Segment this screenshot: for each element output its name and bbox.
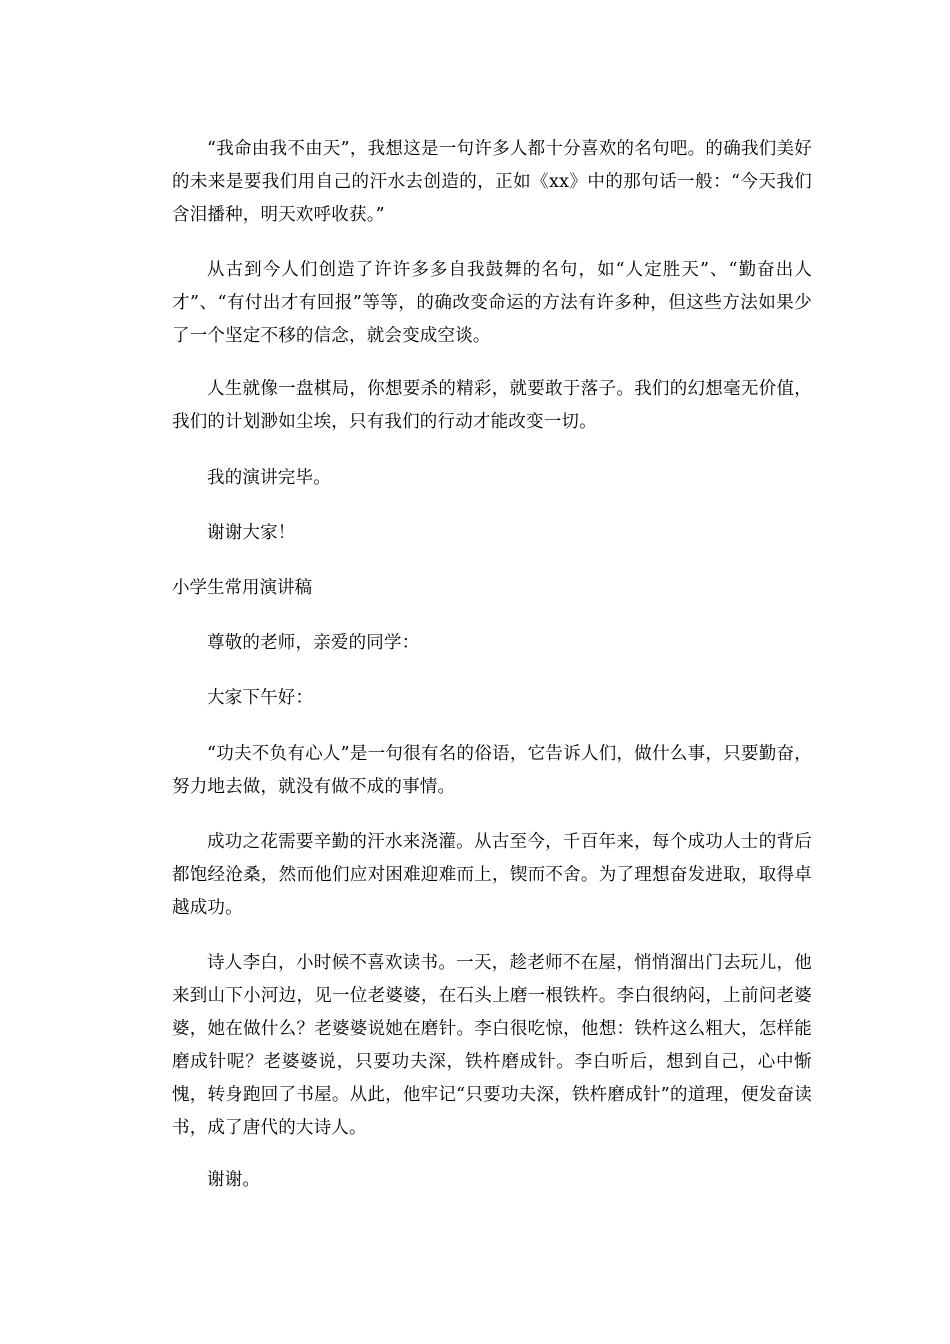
paragraph-chess-metaphor: 人生就像一盘棋局，你想要杀的精彩，就要敢于落子。我们的幻想毫无价值，我们的计划渺如尘埃，只有我们的行动才能改变一切。 — [172, 379, 812, 432]
paragraph-salutation: 尊敬的老师，亲爱的同学： — [207, 633, 420, 653]
paragraph-proverb: “功夫不负有心人”是一句很有名的俗语，它告诉人们，做什么事，只要勤奋，努力地去做，就没有做不成的事情。 — [172, 744, 812, 797]
paragraph-motto: “我命由我不由天”，我想这是一句许多人都十分喜欢的名句吧。的确我们美好的未来是要我们用自己的汗水去创造的，正如《xx》中的那句话一般：“今天我们含泪播种，明天欢呼收获。” — [172, 139, 812, 225]
paragraph-li-bai-story: 诗人李白，小时候不喜欢读书。一天，趁老师不在屋，悄悄溜出门去玩儿，他来到山下小河边，见一位老婆婆，在石头上磨一根铁杵。李白很纳闷，上前问老婆婆，她在做什么？老婆婆说她在磨针。李白很吃惊，他想：铁杵这么粗大，怎样能磨成针呢？老婆婆说，只要功夫深，铁杵磨成针。李白听后，想到自己，心中惭愧，转身跑回了书屋。从此，他牢记“只要功夫深，铁杵磨成针”的道理，便发奋读书，成了唐代的大诗人。 — [172, 953, 812, 1138]
paragraph-thanks-all: 谢谢大家！ — [207, 523, 296, 543]
paragraph-famous-sayings: 从古到今人们创造了许许多多自我鼓舞的名句，如“人定胜天”、“勤奋出人才”、“有付出才有回报”等等，的确改变命运的方法有许多种，但这些方法如果少了一个坚定不移的信念，就会变成空谈。 — [172, 260, 812, 346]
paragraph-greeting: 大家下午好： — [207, 688, 314, 708]
section-title: 小学生常用演讲稿 — [172, 578, 312, 598]
paragraph-closing-thanks: 谢谢。 — [207, 1170, 261, 1190]
paragraph-speech-end: 我的演讲完毕。 — [207, 468, 331, 488]
paragraph-success-flower: 成功之花需要辛勤的汗水来浇灌。从古至今，千百年来，每个成功人士的背后都饱经沧桑，然而他们应对困难迎难而上，锲而不舍。为了理想奋发进取，取得卓越成功。 — [172, 832, 812, 918]
